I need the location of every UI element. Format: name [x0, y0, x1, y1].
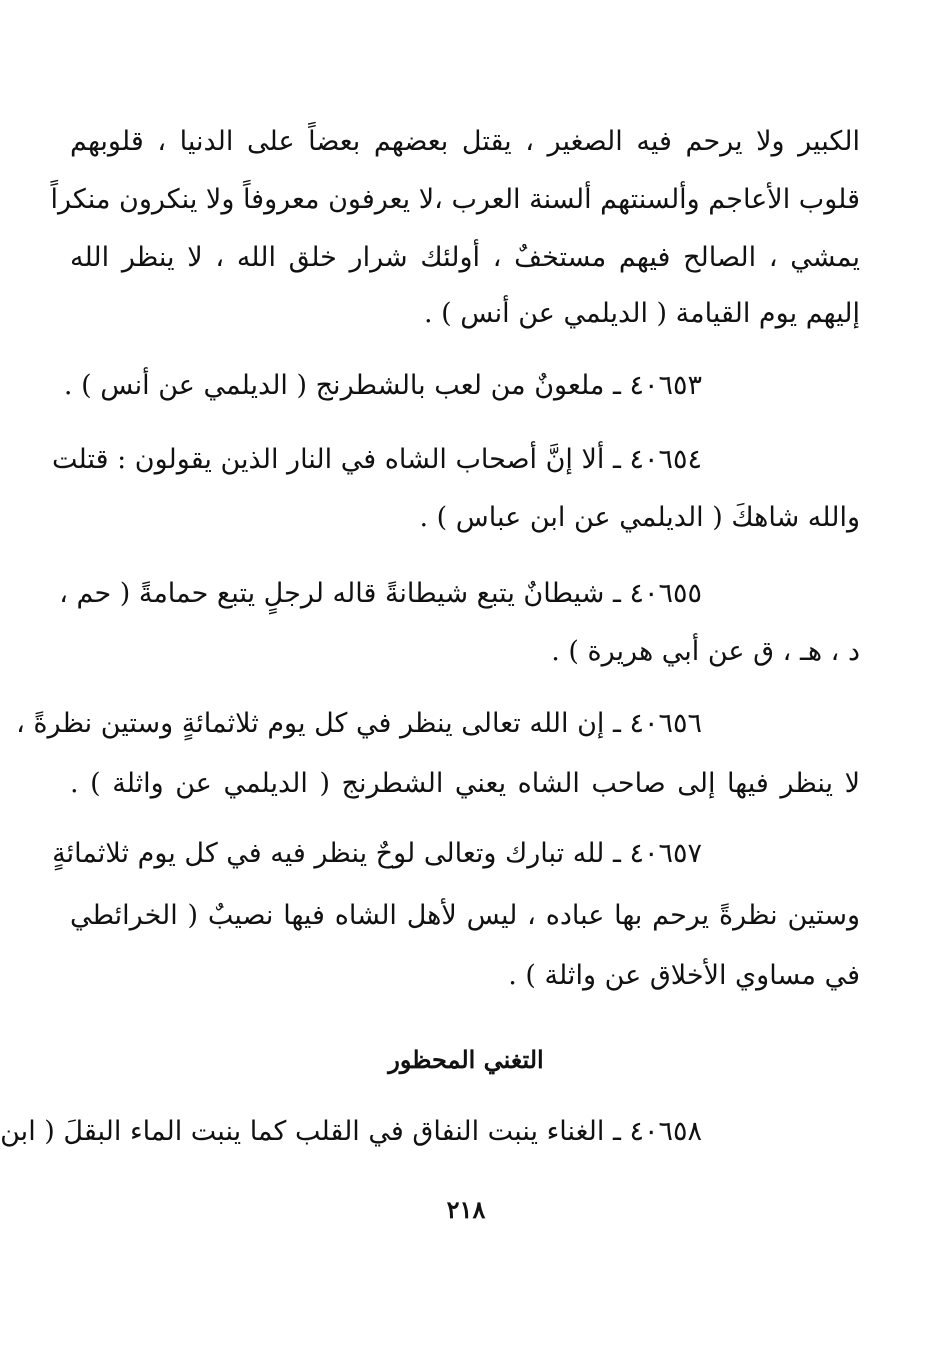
text-line: يمشي ، الصالح فيهم مستخفٌ ، أولئك شرار خلق الله ، لا ينظر الله — [70, 242, 860, 273]
page-number: ٢١٨ — [446, 1195, 486, 1224]
hadith-entry-40655: ٤٠٦٥٥ ـ شيطانٌ يتبع شيطانةً قاله لرجلٍ يتبع حمامةً ( حم ، — [59, 578, 702, 609]
text-line: وستين نظرةً يرحم بها عباده ، ليس لأهل الشاه فيها نصيبٌ ( الخرائطي — [70, 900, 860, 931]
hadith-entry-40658: ٤٠٦٥٨ ـ الغناء ينبت النفاق في القلب كما ينبت الماء البقلَ ( ابن — [0, 1116, 702, 1147]
text-line: لا ينظر فيها إلى صاحب الشاه يعني الشطرنج ( الديلمي عن واثلة ) . — [70, 768, 860, 799]
text-line: قلوب الأعاجم وألسنتهم ألسنة العرب ،لا يعرفون معروفاً ولا ينكرون منكراً — [50, 184, 860, 215]
hadith-entry-40656: ٤٠٦٥٦ ـ إن الله تعالى ينظر في كل يوم ثلاثمائةٍ وستين نظرةً ، — [16, 708, 702, 739]
hadith-entry-40654: ٤٠٦٥٤ ـ ألا إنَّ أصحاب الشاه في النار الذين يقولون : قتلت — [52, 444, 702, 475]
text-line: الكبير ولا يرحم فيه الصغير ، يقتل بعضهم بعضاً على الدنيا ، قلوبهم — [70, 126, 860, 157]
hadith-entry-40657: ٤٠٦٥٧ ـ لله تبارك وتعالى لوحٌ ينظر فيه في كل يوم ثلاثمائةٍ — [52, 838, 702, 869]
text-line: إليهم يوم القيامة ( الديلمي عن أنس ) . — [423, 298, 860, 329]
text-line: والله شاهكَ ( الديلمي عن ابن عباس ) . — [419, 502, 860, 533]
section-heading: التغني المحظور — [388, 1045, 544, 1074]
text-line: د ، هـ ، ق عن أبي هريرة ) . — [551, 636, 860, 667]
hadith-entry-40653: ٤٠٦٥٣ ـ ملعونٌ من لعب بالشطرنج ( الديلمي عن أنس ) . — [63, 370, 702, 401]
text-line: في مساوي الأخلاق عن واثلة ) . — [508, 960, 860, 991]
